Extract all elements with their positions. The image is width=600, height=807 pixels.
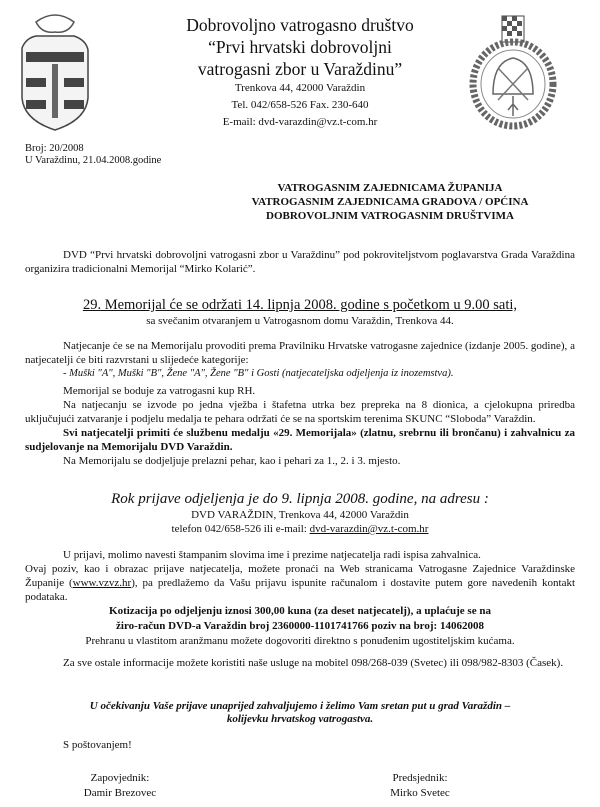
- org-address: Trenkova 44, 42000 Varaždin: [234, 82, 366, 94]
- org-name-line3: vatrogasni zbor u Varaždinu”: [197, 59, 403, 79]
- letterhead-title: [120, 14, 480, 80]
- deadline-email-link[interactable]: dvd-varazdin@vz.t-com.hr: [309, 523, 429, 535]
- intro-paragraph: DVD “Prvi hrvatski dobrovoljni vatrogasni zbor u Varaždinu” pod pokroviteljstvom poglavarstva Grada Varaždina organizira tradicionalni Memorijal “Mirko Kolarić”.: [25, 249, 575, 275]
- exercises-paragraph: Na natjecanju se izvode po jedna vježba i štafetna utrka bez prepreka na 8 dionica, a cjelokupna priredba uključujući zatvaranje i podjelu medalja te pehara održati će se na sportskim terenima SKUNC “Sloboda” Varaždin.: [25, 399, 575, 425]
- event-announcement: [25, 297, 575, 328]
- signature-president: [360, 771, 480, 801]
- fee-text: Kotizacija po odjeljenju iznosi 300,00 kuna (za deset natjecatelj), a uplaćuje se na: [109, 605, 491, 617]
- org-name-line1: Dobrovoljno vatrogasno društvo: [186, 15, 414, 35]
- application-paragraph: U prijavi, molimo navesti štampanim slovima ime i prezime natjecatelja radi ispisa zahvalnica.: [63, 549, 481, 561]
- reference: [25, 143, 161, 167]
- addressee: DOBROVOLJNIM VATROGASNIM DRUŠTVIMA: [266, 210, 514, 222]
- firefighter-emblem-logo: [468, 12, 558, 132]
- competition-block: [25, 339, 575, 381]
- closing: [25, 700, 575, 726]
- web-link[interactable]: www.vzvz.hr: [72, 577, 132, 589]
- letterhead-contact: [120, 80, 480, 131]
- addressees: [240, 181, 540, 223]
- medals-paragraph: Svi natjecatelji primiti će službenu medalju «29. Memorijala» (zlatnu, srebrnu ili brončanu) i zahvalnicu za sudjelovanje na Memorijalu DVD Varaždin.: [25, 427, 575, 453]
- categories-list: - Muški "A", Muški "B", Žene "A", Žene "B" i Gosti (natjecateljska odjeljenja iz inozemstva).: [63, 368, 454, 379]
- event-headline: 29. Memorijal će se održati 14. lipnja 2008. godine s početkom u 9.00 sati,: [82, 297, 518, 313]
- coat-of-arms-logo: [16, 8, 94, 134]
- deadline-address: DVD VARAŽDIN, Trenkova 44, 42000 Varaždin: [191, 509, 409, 521]
- reference-date: U Varaždinu, 21.04.2008.godine: [25, 155, 162, 166]
- food-text: Prehranu u vlastitom aranžmanu možete dogovoriti direktno s ponuđenim ugostiteljskim kućama.: [85, 635, 515, 647]
- deadline-block: [25, 490, 575, 536]
- org-phone: Tel. 042/658-526 Fax. 230-640: [231, 99, 369, 111]
- signature-role: Zapovjednik:: [90, 772, 150, 784]
- info-paragraph: Za sve ostale informacije možete koristiti naše usluge na mobitel 098/268-039 (Svetec) ili 098/982-8303 (Časek).: [63, 657, 564, 669]
- signature-role: Predsjednik:: [392, 772, 448, 784]
- deadline-text: Rok prijave odjeljenja je do 9. lipnja 2008. godine, na adresu :: [111, 491, 489, 507]
- deadline-contact: telefon 042/658-526 ili e-mail:: [171, 523, 310, 535]
- cup-paragraph: Memorijal se boduje za vatrogasni kup RH.: [63, 385, 256, 397]
- account-text: žiro-račun DVD-a Varaždin broj 2360000-1101741766 poziv na broj: 14062008: [116, 620, 484, 632]
- reference-number: Broj: 20/2008: [25, 143, 84, 154]
- regards: S poštovanjem!: [63, 739, 132, 751]
- trophies-paragraph: Na Memorijalu se dodjeljuje prelazni pehar, kao i pehari za 1., 2. i 3. mjesto.: [63, 455, 401, 467]
- web-text-pre: Ovaj poziv, kao i obrazac prijave natjecatelja, možete pronaći na Web stranicama Vatrogasne Zajednice Varaždinske Županije (: [25, 563, 575, 589]
- addressee: VATROGASNIM ZAJEDNICAMA ŽUPANIJA: [277, 182, 503, 194]
- competition-paragraph: Natjecanje će se na Memorijalu provoditi prema Pravilniku Hrvatske vatrogasne zajednice (izdanje 2005. godine), a natjecatelji će biti razvrstani u slijedeće kategorije:: [25, 340, 575, 366]
- event-subline: sa svečanim otvaranjem u Vatrogasnom domu Varaždin, Trenkova 44.: [146, 315, 454, 327]
- signature-name: Damir Brezovec: [83, 787, 157, 799]
- signature-name: Mirko Svetec: [390, 787, 450, 799]
- application-block: [25, 548, 575, 648]
- org-email: E-mail: dvd-varazdin@vz.t-com.hr: [222, 116, 378, 128]
- addressee: VATROGASNIM ZAJEDNICAMA GRADOVA / OPĆINA: [251, 196, 529, 208]
- web-text-post: ), pa predlažemo da Vašu prijavu ispunite računalom i dostavite putem gore navedenih kontakt podataka.: [25, 577, 576, 603]
- signature-commander: [60, 771, 180, 801]
- closing-line2: kolijevku hrvatskog vatrogastva.: [226, 713, 374, 725]
- org-name-line2: “Prvi hrvatski dobrovoljni: [208, 37, 392, 57]
- closing-line1: U očekivanju Vaše prijave unaprijed zahvaljujemo i želimo Vam sretan put u grad Varaždin –: [89, 700, 511, 712]
- rules-block: [25, 384, 575, 468]
